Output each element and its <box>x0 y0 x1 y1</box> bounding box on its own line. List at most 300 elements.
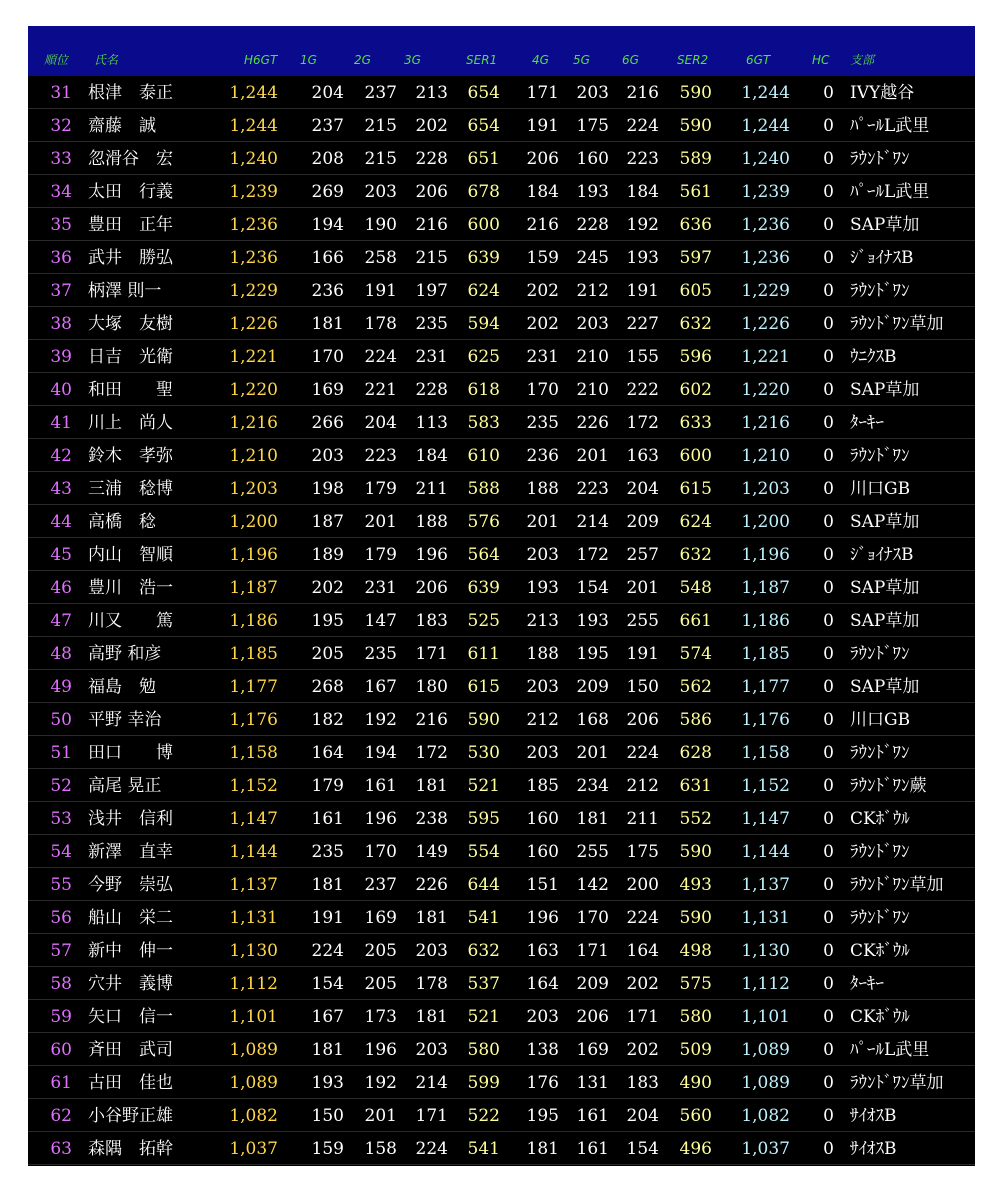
game5-cell: 203 <box>576 314 609 334</box>
game4-cell: 203 <box>526 677 559 697</box>
game5-cell: 168 <box>576 710 609 730</box>
game2-cell: 147 <box>364 611 397 631</box>
club-cell: ﾗｳﾝﾄﾞﾜﾝ <box>850 149 910 169</box>
ser2-cell: 597 <box>679 248 712 268</box>
game1-cell: 269 <box>311 182 344 202</box>
game3-cell: 211 <box>415 479 448 499</box>
total-6gt-cell: 1,196 <box>741 545 790 565</box>
game4-cell: 191 <box>526 116 559 136</box>
total-6gt-cell: 1,082 <box>741 1106 790 1126</box>
h6gt-cell: 1,221 <box>229 347 278 367</box>
game4-cell: 213 <box>526 611 559 631</box>
ser1-cell: 599 <box>467 1073 500 1093</box>
rank-cell: 50 <box>50 710 72 730</box>
club-cell: ﾗｳﾝﾄﾞﾜﾝ草加 <box>850 314 944 334</box>
game6-cell: 224 <box>626 743 659 763</box>
hc-cell: 0 <box>823 1139 834 1159</box>
ser1-cell: 564 <box>467 545 500 565</box>
name-cell: 古田 佳也 <box>88 1073 173 1093</box>
game1-cell: 208 <box>311 149 344 169</box>
total-6gt-cell: 1,200 <box>741 512 790 532</box>
game5-cell: 228 <box>576 215 609 235</box>
game1-cell: 235 <box>311 842 344 862</box>
rank-cell: 57 <box>50 941 72 961</box>
ser1-cell: 600 <box>467 215 500 235</box>
hc-cell: 0 <box>823 380 834 400</box>
game5-cell: 201 <box>576 446 609 466</box>
game3-cell: 171 <box>415 644 448 664</box>
club-cell: ﾊﾟｰﾙL武里 <box>850 116 930 136</box>
game5-cell: 234 <box>576 776 609 796</box>
game2-cell: 196 <box>364 809 397 829</box>
table-row <box>28 538 975 571</box>
name-cell: 川又 篤 <box>88 611 173 631</box>
game4-cell: 231 <box>526 347 559 367</box>
rank-cell: 44 <box>50 512 72 532</box>
total-6gt-cell: 1,216 <box>741 413 790 433</box>
game5-cell: 209 <box>576 677 609 697</box>
name-cell: 武井 勝弘 <box>88 248 173 268</box>
ser1-cell: 522 <box>467 1106 500 1126</box>
game4-cell: 160 <box>526 809 559 829</box>
game5-cell: 172 <box>576 545 609 565</box>
game4-cell: 203 <box>526 545 559 565</box>
name-cell: 豊田 正年 <box>88 215 173 235</box>
name-cell: 柄澤 則一 <box>88 281 162 301</box>
game3-cell: 171 <box>415 1106 448 1126</box>
total-6gt-cell: 1,089 <box>741 1040 790 1060</box>
club-cell: SAP草加 <box>850 677 920 697</box>
rank-cell: 58 <box>50 974 72 994</box>
game4-cell: 185 <box>526 776 559 796</box>
rank-cell: 34 <box>50 182 72 202</box>
h6gt-cell: 1,220 <box>229 380 278 400</box>
ser2-cell: 661 <box>679 611 712 631</box>
h6gt-cell: 1,244 <box>229 116 278 136</box>
ser1-cell: 576 <box>467 512 500 532</box>
club-cell: ﾗｳﾝﾄﾞﾜﾝ <box>850 908 910 928</box>
game5-cell: 193 <box>576 182 609 202</box>
game3-cell: 178 <box>415 974 448 994</box>
game2-cell: 194 <box>364 743 397 763</box>
game5-cell: 175 <box>576 116 609 136</box>
ser1-cell: 594 <box>467 314 500 334</box>
name-cell: 日吉 光衛 <box>88 347 173 367</box>
ser2-cell: 574 <box>679 644 712 664</box>
game4-cell: 212 <box>526 710 559 730</box>
rank-cell: 31 <box>50 83 72 103</box>
total-6gt-cell: 1,236 <box>741 215 790 235</box>
header-ser1: SER1 <box>466 53 498 67</box>
h6gt-cell: 1,196 <box>229 545 278 565</box>
name-cell: 穴井 義博 <box>88 974 173 994</box>
game6-cell: 216 <box>626 83 659 103</box>
hc-cell: 0 <box>823 743 834 763</box>
game3-cell: 206 <box>415 182 448 202</box>
club-cell: CKﾎﾞｳﾙ <box>850 941 910 961</box>
hc-cell: 0 <box>823 347 834 367</box>
game4-cell: 202 <box>526 314 559 334</box>
ser1-cell: 625 <box>467 347 500 367</box>
rank-cell: 33 <box>50 149 72 169</box>
game4-cell: 159 <box>526 248 559 268</box>
club-cell: ｼﾞｮｲﾅｽB <box>850 545 914 565</box>
game2-cell: 205 <box>364 974 397 994</box>
game6-cell: 172 <box>626 413 659 433</box>
ser2-cell: 590 <box>679 842 712 862</box>
game6-cell: 164 <box>626 941 659 961</box>
game1-cell: 159 <box>311 1139 344 1159</box>
table-row <box>28 868 975 901</box>
ser2-cell: 602 <box>679 380 712 400</box>
game3-cell: 183 <box>415 611 448 631</box>
rank-cell: 48 <box>50 644 72 664</box>
table-row <box>28 934 975 967</box>
game5-cell: 210 <box>576 380 609 400</box>
h6gt-cell: 1,216 <box>229 413 278 433</box>
ser1-cell: 521 <box>467 1007 500 1027</box>
total-6gt-cell: 1,220 <box>741 380 790 400</box>
hc-cell: 0 <box>823 776 834 796</box>
ser1-cell: 644 <box>467 875 500 895</box>
table-body <box>28 76 975 1165</box>
hc-cell: 0 <box>823 809 834 829</box>
game1-cell: 203 <box>311 446 344 466</box>
game6-cell: 222 <box>626 380 659 400</box>
rank-cell: 36 <box>50 248 72 268</box>
club-cell: ｼﾞｮｲﾅｽB <box>850 248 914 268</box>
game4-cell: 201 <box>526 512 559 532</box>
game3-cell: 203 <box>415 1040 448 1060</box>
ser2-cell: 552 <box>679 809 712 829</box>
hc-cell: 0 <box>823 677 834 697</box>
game5-cell: 210 <box>576 347 609 367</box>
header-5g: 5G <box>573 53 590 67</box>
rank-cell: 51 <box>50 743 72 763</box>
game4-cell: 151 <box>526 875 559 895</box>
game2-cell: 178 <box>364 314 397 334</box>
h6gt-cell: 1,152 <box>229 776 278 796</box>
rank-cell: 59 <box>50 1007 72 1027</box>
header-name: 氏名 <box>94 53 119 67</box>
table-row <box>28 769 975 802</box>
game1-cell: 166 <box>311 248 344 268</box>
game2-cell: 235 <box>364 644 397 664</box>
club-cell: ﾗｳﾝﾄﾞﾜﾝ <box>850 446 910 466</box>
table-row <box>28 274 975 307</box>
hc-cell: 0 <box>823 248 834 268</box>
game1-cell: 161 <box>311 809 344 829</box>
score-board <box>28 26 975 1166</box>
h6gt-cell: 1,229 <box>229 281 278 301</box>
rank-cell: 60 <box>50 1040 72 1060</box>
game4-cell: 203 <box>526 743 559 763</box>
rank-cell: 49 <box>50 677 72 697</box>
name-cell: 新中 伸一 <box>88 941 173 961</box>
game6-cell: 200 <box>626 875 659 895</box>
game5-cell: 195 <box>576 644 609 664</box>
club-cell: SAP草加 <box>850 380 920 400</box>
total-6gt-cell: 1,186 <box>741 611 790 631</box>
total-6gt-cell: 1,130 <box>741 941 790 961</box>
ser2-cell: 600 <box>679 446 712 466</box>
h6gt-cell: 1,236 <box>229 215 278 235</box>
game5-cell: 161 <box>576 1139 609 1159</box>
total-6gt-cell: 1,158 <box>741 743 790 763</box>
game1-cell: 167 <box>311 1007 344 1027</box>
game1-cell: 204 <box>311 83 344 103</box>
table-row <box>28 670 975 703</box>
ser2-cell: 605 <box>679 281 712 301</box>
game1-cell: 182 <box>311 710 344 730</box>
game1-cell: 189 <box>311 545 344 565</box>
game4-cell: 164 <box>526 974 559 994</box>
rank-cell: 62 <box>50 1106 72 1126</box>
hc-cell: 0 <box>823 941 834 961</box>
table-row <box>28 1033 975 1066</box>
rank-cell: 45 <box>50 545 72 565</box>
game1-cell: 236 <box>311 281 344 301</box>
club-cell: ｳﾆｸｽB <box>850 347 897 367</box>
game1-cell: 191 <box>311 908 344 928</box>
game3-cell: 113 <box>415 413 448 433</box>
table-row <box>28 1099 975 1132</box>
table-row <box>28 967 975 1000</box>
ser1-cell: 639 <box>467 248 500 268</box>
total-6gt-cell: 1,244 <box>741 83 790 103</box>
name-cell: 大塚 友樹 <box>88 314 173 334</box>
rank-cell: 54 <box>50 842 72 862</box>
rank-cell: 41 <box>50 413 72 433</box>
game1-cell: 205 <box>311 644 344 664</box>
total-6gt-cell: 1,244 <box>741 116 790 136</box>
h6gt-cell: 1,187 <box>229 578 278 598</box>
table-row <box>28 505 975 538</box>
table-row <box>28 439 975 472</box>
total-6gt-cell: 1,187 <box>741 578 790 598</box>
game4-cell: 160 <box>526 842 559 862</box>
ser1-cell: 632 <box>467 941 500 961</box>
club-cell: SAP草加 <box>850 611 920 631</box>
hc-cell: 0 <box>823 314 834 334</box>
game3-cell: 228 <box>415 149 448 169</box>
hc-cell: 0 <box>823 611 834 631</box>
rank-cell: 61 <box>50 1073 72 1093</box>
total-6gt-cell: 1,240 <box>741 149 790 169</box>
game5-cell: 170 <box>576 908 609 928</box>
game1-cell: 181 <box>311 1040 344 1060</box>
game1-cell: 202 <box>311 578 344 598</box>
table-row <box>28 571 975 604</box>
game2-cell: 203 <box>364 182 397 202</box>
name-cell: 矢口 信一 <box>88 1007 173 1027</box>
club-cell: SAP草加 <box>850 215 920 235</box>
game3-cell: 226 <box>415 875 448 895</box>
game6-cell: 184 <box>626 182 659 202</box>
game6-cell: 206 <box>626 710 659 730</box>
ser2-cell: 493 <box>679 875 712 895</box>
name-cell: 高野 和彦 <box>88 644 162 664</box>
game3-cell: 149 <box>415 842 448 862</box>
ser1-cell: 618 <box>467 380 500 400</box>
game6-cell: 227 <box>626 314 659 334</box>
game5-cell: 214 <box>576 512 609 532</box>
game6-cell: 204 <box>626 1106 659 1126</box>
rank-cell: 46 <box>50 578 72 598</box>
ser2-cell: 589 <box>679 149 712 169</box>
hc-cell: 0 <box>823 149 834 169</box>
club-cell: 川口GB <box>850 479 911 499</box>
ser2-cell: 590 <box>679 83 712 103</box>
hc-cell: 0 <box>823 842 834 862</box>
ser2-cell: 636 <box>679 215 712 235</box>
game5-cell: 245 <box>576 248 609 268</box>
table-row <box>28 802 975 835</box>
game6-cell: 150 <box>626 677 659 697</box>
h6gt-cell: 1,089 <box>229 1073 278 1093</box>
game1-cell: 181 <box>311 314 344 334</box>
table-row <box>28 340 975 373</box>
game1-cell: 224 <box>311 941 344 961</box>
game6-cell: 154 <box>626 1139 659 1159</box>
hc-cell: 0 <box>823 908 834 928</box>
club-cell: ﾀｰｷｰ <box>850 974 884 994</box>
game2-cell: 190 <box>364 215 397 235</box>
name-cell: 斉田 武司 <box>88 1040 173 1060</box>
rank-cell: 56 <box>50 908 72 928</box>
ser1-cell: 590 <box>467 710 500 730</box>
game2-cell: 161 <box>364 776 397 796</box>
game6-cell: 255 <box>626 611 659 631</box>
ser2-cell: 498 <box>679 941 712 961</box>
h6gt-cell: 1,144 <box>229 842 278 862</box>
ser1-cell: 654 <box>467 83 500 103</box>
ser2-cell: 624 <box>679 512 712 532</box>
game4-cell: 202 <box>526 281 559 301</box>
game2-cell: 179 <box>364 479 397 499</box>
game5-cell: 193 <box>576 611 609 631</box>
total-6gt-cell: 1,101 <box>741 1007 790 1027</box>
h6gt-cell: 1,131 <box>229 908 278 928</box>
game3-cell: 181 <box>415 908 448 928</box>
game4-cell: 196 <box>526 908 559 928</box>
hc-cell: 0 <box>823 644 834 664</box>
name-cell: 川上 尚人 <box>88 413 173 433</box>
hc-cell: 0 <box>823 479 834 499</box>
ser1-cell: 615 <box>467 677 500 697</box>
game6-cell: 202 <box>626 1040 659 1060</box>
game2-cell: 204 <box>364 413 397 433</box>
game2-cell: 231 <box>364 578 397 598</box>
ser2-cell: 633 <box>679 413 712 433</box>
club-cell: ﾗｳﾝﾄﾞﾜﾝ蕨 <box>850 776 927 796</box>
name-cell: 太田 行義 <box>88 182 173 202</box>
game5-cell: 160 <box>576 149 609 169</box>
game5-cell: 181 <box>576 809 609 829</box>
total-6gt-cell: 1,176 <box>741 710 790 730</box>
game3-cell: 238 <box>415 809 448 829</box>
game6-cell: 191 <box>626 281 659 301</box>
ser2-cell: 586 <box>679 710 712 730</box>
rank-cell: 55 <box>50 875 72 895</box>
game2-cell: 223 <box>364 446 397 466</box>
table-row <box>28 406 975 439</box>
rank-cell: 40 <box>50 380 72 400</box>
game4-cell: 235 <box>526 413 559 433</box>
game4-cell: 184 <box>526 182 559 202</box>
h6gt-cell: 1,236 <box>229 248 278 268</box>
header-rank: 順位 <box>44 53 69 67</box>
table-row <box>28 703 975 736</box>
game2-cell: 258 <box>364 248 397 268</box>
club-cell: ﾗｳﾝﾄﾞﾜﾝ <box>850 281 910 301</box>
name-cell: 平野 幸治 <box>88 710 162 730</box>
game4-cell: 188 <box>526 479 559 499</box>
header-1g: 1G <box>300 53 317 67</box>
game2-cell: 158 <box>364 1139 397 1159</box>
ser2-cell: 575 <box>679 974 712 994</box>
club-cell: SAP草加 <box>850 578 920 598</box>
rank-cell: 38 <box>50 314 72 334</box>
ser1-cell: 537 <box>467 974 500 994</box>
game5-cell: 206 <box>576 1007 609 1027</box>
ser1-cell: 588 <box>467 479 500 499</box>
game1-cell: 181 <box>311 875 344 895</box>
h6gt-cell: 1,176 <box>229 710 278 730</box>
game4-cell: 195 <box>526 1106 559 1126</box>
game2-cell: 170 <box>364 842 397 862</box>
game5-cell: 142 <box>576 875 609 895</box>
game2-cell: 201 <box>364 1106 397 1126</box>
game5-cell: 201 <box>576 743 609 763</box>
header-club: 支部 <box>850 53 875 67</box>
ser1-cell: 583 <box>467 413 500 433</box>
total-6gt-cell: 1,177 <box>741 677 790 697</box>
game3-cell: 235 <box>415 314 448 334</box>
game2-cell: 192 <box>364 710 397 730</box>
game1-cell: 164 <box>311 743 344 763</box>
ser1-cell: 595 <box>467 809 500 829</box>
h6gt-cell: 1,239 <box>229 182 278 202</box>
game5-cell: 223 <box>576 479 609 499</box>
game3-cell: 213 <box>415 83 448 103</box>
club-cell: ﾗｳﾝﾄﾞﾜﾝ草加 <box>850 875 944 895</box>
ser2-cell: 548 <box>679 578 712 598</box>
game2-cell: 201 <box>364 512 397 532</box>
ser2-cell: 632 <box>679 545 712 565</box>
h6gt-cell: 1,210 <box>229 446 278 466</box>
ser2-cell: 490 <box>679 1073 712 1093</box>
h6gt-cell: 1,101 <box>229 1007 278 1027</box>
ser2-cell: 562 <box>679 677 712 697</box>
name-cell: 高尾 晃正 <box>88 776 162 796</box>
total-6gt-cell: 1,147 <box>741 809 790 829</box>
game4-cell: 176 <box>526 1073 559 1093</box>
ser2-cell: 509 <box>679 1040 712 1060</box>
game6-cell: 212 <box>626 776 659 796</box>
table-header <box>28 26 975 76</box>
game2-cell: 191 <box>364 281 397 301</box>
ser1-cell: 530 <box>467 743 500 763</box>
table-row <box>28 241 975 274</box>
game5-cell: 209 <box>576 974 609 994</box>
game6-cell: 211 <box>626 809 659 829</box>
table-row <box>28 1000 975 1033</box>
game4-cell: 170 <box>526 380 559 400</box>
club-cell: ﾗｳﾝﾄﾞﾜﾝ草加 <box>850 1073 944 1093</box>
game3-cell: 206 <box>415 578 448 598</box>
name-cell: 豊川 浩一 <box>88 578 173 598</box>
